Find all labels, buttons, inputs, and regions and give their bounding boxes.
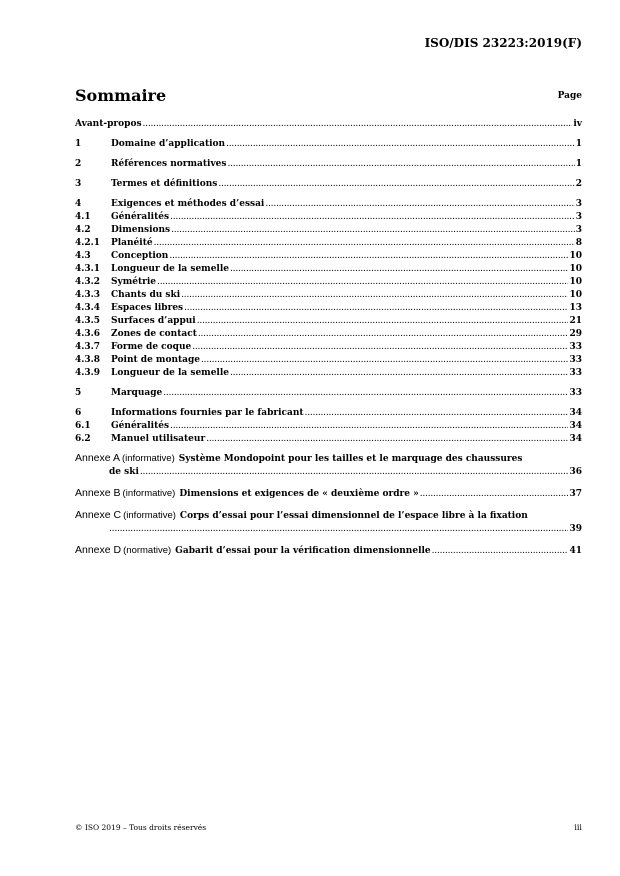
annex-kind: (informative)	[123, 510, 176, 521]
annex-kind: (informative)	[122, 488, 176, 499]
toc-entry-number: 4.3.2	[75, 277, 101, 287]
dot-leader	[230, 367, 568, 380]
toc-entry-page: 13	[569, 303, 582, 313]
toc-entry-text: Conception	[111, 251, 169, 261]
toc-entry[interactable]	[75, 420, 582, 433]
annex-label: Annexe D	[75, 544, 122, 556]
toc-entry-page: 21	[569, 316, 582, 326]
spacer	[75, 131, 582, 138]
toc-entry-page: 10	[569, 290, 582, 300]
toc-entry[interactable]	[75, 315, 582, 328]
toc-entry-text: Manuel utilisateur	[111, 434, 206, 444]
toc-entry-text: Dimensions	[111, 225, 171, 235]
toc-entry-page: 29	[569, 329, 582, 339]
toc-entry-number: 4.3.4	[75, 303, 101, 313]
dot-leader	[157, 276, 568, 289]
toc-entry-page: 34	[569, 408, 582, 418]
dot-leader	[206, 433, 568, 446]
toc-entry-number: 4.2	[75, 225, 91, 235]
toc-entry-page: 1	[575, 159, 582, 169]
toc-entry-text: Longueur de la semelle	[111, 264, 229, 274]
toc-entry-text: Planéité	[111, 238, 153, 248]
dot-leader	[169, 250, 568, 263]
toc-entry-page: 33	[569, 368, 582, 378]
toc-entry-text: Avant-propos	[75, 119, 142, 129]
toc-entry-page: 10	[569, 264, 582, 274]
toc-entry-page: 3	[575, 225, 582, 235]
toc-entry[interactable]	[75, 138, 582, 151]
dot-leader	[140, 466, 569, 479]
annex-entry-d[interactable]	[75, 544, 582, 558]
annex-page: 41	[569, 546, 582, 556]
toc-entry-page: 8	[575, 238, 582, 248]
dot-leader	[184, 302, 568, 315]
toc-entry-page: 34	[569, 421, 582, 431]
footer-page-number: iii	[574, 823, 582, 832]
toc-entry-text: Point de montage	[111, 355, 201, 365]
toc-entry[interactable]	[75, 367, 582, 380]
spacer	[75, 380, 582, 387]
toc-entry-number: 4.3.7	[75, 342, 101, 352]
dot-leader	[171, 224, 575, 237]
toc-entry-number: 6	[75, 408, 82, 418]
toc-entry-text: Chants du ski	[111, 290, 181, 300]
spacer	[75, 191, 582, 198]
dot-leader	[143, 118, 573, 131]
toc-entry-number: 3	[75, 179, 82, 189]
annex-label: Annexe A	[75, 452, 120, 464]
toc-entry-text: Termes et définitions	[111, 179, 218, 189]
spacer	[75, 171, 582, 178]
dot-leader	[230, 263, 568, 276]
dot-leader	[170, 211, 575, 224]
toc-entry[interactable]	[75, 302, 582, 315]
toc-entry-number: 1	[75, 139, 82, 149]
dot-leader	[227, 158, 574, 171]
toc-entry-number: 4.3.3	[75, 290, 101, 300]
toc-entry-page: 33	[569, 388, 582, 398]
annex-label: Annexe C	[75, 509, 122, 521]
annex-page: 39	[569, 524, 582, 534]
toc-entry-page: iv	[573, 119, 582, 129]
toc-entry[interactable]	[75, 263, 582, 276]
dot-leader	[265, 198, 574, 211]
toc-entry[interactable]	[75, 250, 582, 263]
toc-entry[interactable]	[75, 118, 582, 131]
toc-entry-number: 4.3	[75, 251, 91, 261]
toc-entry-text: Informations fournies par le fabricant	[111, 408, 304, 418]
toc-entry-text: Forme de coque	[111, 342, 192, 352]
toc-entry-number: 5	[75, 388, 82, 398]
toc-entry[interactable]	[75, 198, 582, 211]
toc-entry-text: Exigences et méthodes d’essai	[111, 199, 265, 209]
toc-entry-number: 4.1	[75, 212, 91, 222]
toc-entry-page: 1	[575, 139, 582, 149]
dot-leader	[201, 354, 568, 367]
toc-entry-number: 6.2	[75, 434, 91, 444]
toc-entry[interactable]	[75, 354, 582, 367]
toc-entry[interactable]	[75, 237, 582, 250]
toc-entry-number: 4	[75, 199, 82, 209]
toc-entry-number: 4.3.6	[75, 329, 101, 339]
toc-entry[interactable]	[75, 224, 582, 237]
annex-entry-a[interactable]	[75, 452, 582, 479]
annex-title: Corps d’essai pour l’essai dimensionnel de l’espace libre à la fixation	[179, 511, 528, 521]
annex-kind: (normative)	[123, 545, 172, 556]
toc-entry-text: Références normatives	[111, 159, 227, 169]
toc-entry[interactable]	[75, 158, 582, 171]
page-title: Sommaire	[75, 86, 167, 105]
annex-entry-b[interactable]	[75, 487, 582, 501]
toc-entry[interactable]	[75, 433, 582, 446]
document-id: ISO/DIS 23223:2019(F)	[424, 36, 582, 50]
toc-entry-page: 33	[569, 342, 582, 352]
footer-copyright: © ISO 2019 – Tous droits réservés	[75, 823, 207, 832]
dot-leader	[109, 523, 568, 536]
dot-leader	[163, 387, 568, 400]
dot-leader	[192, 341, 568, 354]
toc-entry-text: Surfaces d’appui	[111, 316, 196, 326]
annex-label: Annexe B	[75, 487, 121, 499]
toc-entry[interactable]	[75, 178, 582, 191]
toc-entry-number: 4.3.5	[75, 316, 101, 326]
toc-entry-number: 4.3.1	[75, 264, 101, 274]
dot-leader	[197, 315, 569, 328]
annex-title-continuation: de ski	[109, 467, 139, 477]
toc-entry-page: 34	[569, 434, 582, 444]
page-column-label: Page	[557, 91, 582, 101]
toc-entry-text: Généralités	[111, 212, 170, 222]
toc-entry-text: Longueur de la semelle	[111, 368, 229, 378]
toc-entry-page: 33	[569, 355, 582, 365]
toc-entry-number: 2	[75, 159, 82, 169]
annex-page: 36	[569, 467, 582, 477]
toc-entry-text: Domaine d’application	[111, 139, 226, 149]
annex-title: Dimensions et exigences de « deuxième ordre »	[179, 489, 419, 499]
toc-entry-page: 10	[569, 277, 582, 287]
toc-entry[interactable]	[75, 289, 582, 302]
toc-entry-page: 3	[575, 199, 582, 209]
toc-entry[interactable]	[75, 407, 582, 420]
toc-entry-number: 4.2.1	[75, 238, 101, 248]
toc-entry-page: 2	[575, 179, 582, 189]
toc-entry-number: 4.3.8	[75, 355, 101, 365]
dot-leader	[420, 488, 569, 501]
toc-entry[interactable]	[75, 211, 582, 224]
dot-leader	[226, 138, 575, 151]
toc-entry-text: Espaces libres	[111, 303, 184, 313]
dot-leader	[154, 237, 575, 250]
toc-entry-number: 4.3.9	[75, 368, 101, 378]
dot-leader	[170, 420, 568, 433]
toc-entry-text: Symétrie	[111, 277, 157, 287]
toc-entry[interactable]	[75, 328, 582, 341]
toc-entry-text: Zones de contact	[111, 329, 197, 339]
toc-entry[interactable]	[75, 341, 582, 354]
toc-entry[interactable]	[75, 276, 582, 289]
dot-leader	[432, 545, 569, 558]
toc-entry-number: 6.1	[75, 421, 91, 431]
dot-leader	[305, 407, 569, 420]
annex-entry-c[interactable]	[75, 509, 582, 536]
toc-entry-text: Généralités	[111, 421, 170, 431]
annex-kind: (informative)	[121, 453, 175, 464]
spacer	[75, 400, 582, 407]
annex-page: 37	[569, 489, 582, 499]
annex-title: Gabarit d’essai pour la vérification dimensionnelle	[175, 546, 431, 556]
dot-leader	[198, 328, 569, 341]
spacer	[75, 151, 582, 158]
toc-entry-text: Marquage	[111, 388, 163, 398]
toc-entry-page: 3	[575, 212, 582, 222]
toc-entry-page: 10	[569, 251, 582, 261]
annex-title: Système Mondopoint pour les tailles et le marquage des chaussures	[178, 454, 523, 464]
dot-leader	[181, 289, 568, 302]
toc-entry[interactable]	[75, 387, 582, 400]
dot-leader	[218, 178, 574, 191]
table-of-contents	[75, 118, 582, 558]
